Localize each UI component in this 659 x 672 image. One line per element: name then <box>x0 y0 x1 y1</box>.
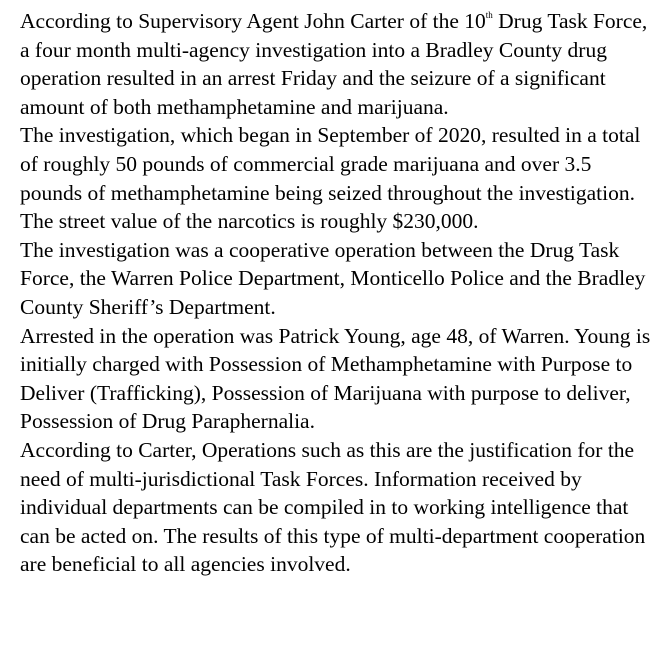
paragraph-1 <box>20 7 655 121</box>
ordinal-suffix: th <box>485 10 493 20</box>
paragraph-1-text-start: According to Supervisory Agent John Carter of the 10 <box>20 9 486 33</box>
paragraph-2: The investigation, which began in September of 2020, resulted in a total of roughly 50 pounds of commercial grade marijuana and over 3.5 pounds of methamphetamine being seized throughout the investigation. The street value of the narcotics is roughly $230,000. <box>20 123 641 234</box>
paragraph-4: Arrested in the operation was Patrick Young, age 48, of Warren. Young is initially charged with Possession of Methamphetamine with Purpose to Deliver (Trafficking), Possession of Marijuana with purpose to deliver, Possession of Drug Paraphernalia. <box>20 323 651 434</box>
paragraph-3: The investigation was a cooperative operation between the Drug Task Force, the Warren Police Department, Monticello Police and the Bradley County Sheriff’s Department. <box>20 237 646 319</box>
paragraph-1-text-end: Drug Task Force, a four month multi-agency investigation into a Bradley County drug operation resulted in an arrest Friday and the seizure of a significant amount of both methamphetamine and marijuana. <box>20 9 648 119</box>
paragraph-5: According to Carter, Operations such as this are the justification for the need of multi-jurisdictional Task Forces. Information received by individual departments can be compiled in to working intelligence that can be acted on. The results of this type of multi-department cooperation are beneficial to all agencies involved. <box>20 437 646 577</box>
